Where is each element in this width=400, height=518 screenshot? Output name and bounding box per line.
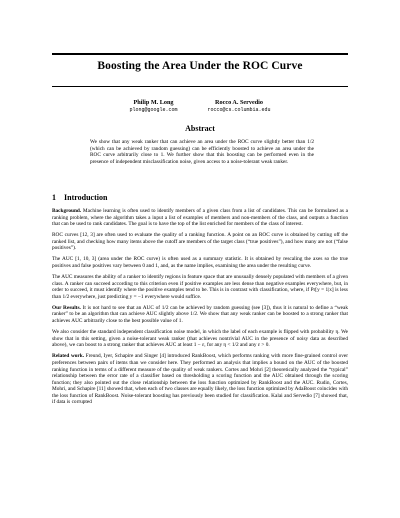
author-1 bbox=[129, 99, 177, 114]
paragraph-auc-definition: The AUC [1, 10, 3] (area under the ROC curve) is often used as a summary statistic. It is obtained by rescaling the axes so the true positives and false positives vary between 0 and 1, and, as the name implies, examining the area under the resulting curve. bbox=[52, 256, 348, 270]
paragraph-text: It is not hard to see that an AUC of 1/2 can be achieved by random guessing (see [3]), thus it is natural to define a “weak ranker” to be an algorithm that can achieve AUC slightly above 1/2. We show that any weak ranker can be boosted to a strong ranker that achieves AUC arbitrarily close to the best possible value of 1. bbox=[52, 304, 349, 325]
abstract-text: We show that any weak ranker that can achieve an area under the ROC curve slightly better than 1/2 (which can be achieved by random guessing) can be efficiently boosted to achieve an area under the ROC curve arbitrarily close to 1. We further show that this boosting can be performed even in the presence of independent misclassification noise, given access to a noise-tolerant weak ranker. bbox=[90, 139, 314, 166]
author-email: plong@google.com bbox=[129, 107, 178, 113]
run-in-heading: Related work. bbox=[52, 353, 85, 360]
paragraph-roc-curves: ROC curves [12, 3] are often used to evaluate the quality of a ranking function. A point on an ROC curve is obtained by cutting off the ranked list, and checking how many items above the cutoff are members of the target class (“true positives”), and how many are not (“false positives”). bbox=[52, 232, 348, 252]
author-email: rocco@cs.columbia.edu bbox=[207, 107, 271, 113]
paragraph-background bbox=[52, 208, 348, 228]
paragraph-text: Freund, Iyer, Schapire and Singer [4] introduced RankBoost, which performs ranking with more fine-grained control over preferences between pairs of items than we consider here. They performed an analysis that implies a bound on the AUC of the boosted ranking function in terms of a different measure of the quality of weak rankers. Cortes and Mohri [2] theoretically analyzed the “typical” relationship between the error rate of a classifier based on thresholding a scoring function and the AUC obtained through the scoring function; they also pointed out the close relationship between the loss function optimized by RankBoost and the AUC. Rudin, Cortes, Mohri, and Schapire [11] showed that, when each of two classes are equally likely, the loss function optimized by AdaBoost coincides with the loss function of RankBoost. Noise-tolerant boosting has previously been studied for classification. Kalai and Servedio [7] showed that, if data is corrupted bbox=[52, 353, 348, 406]
paragraph-related-work bbox=[52, 353, 348, 405]
author-block bbox=[0, 99, 400, 114]
paragraph-text: Machine learning is often used to identify members of a given class from a list of candidates. This can be formulated as a ranking problem, where the algorithm takes a input a list of examples of members and non-members of the class, and outputs a function that can be used to rank candidates. The goal is to have the top of the list enriched for members of the class of interest. bbox=[52, 208, 348, 228]
abstract-heading: Abstract bbox=[185, 124, 215, 133]
author-2 bbox=[208, 99, 271, 114]
author-name: Rocco A. Servedio bbox=[215, 99, 263, 106]
paragraph-noise-model: We also consider the standard independent classification noise model, in which the label of each example is flipped with probability η. We show that in this setting, given a noise-tolerant weak ranker (that achieves nontrivial AUC in the presence of noisy data as described above), we can boost to a strong ranker that achieves AUC at least 1 − ε, for any η < 1/2 and any ε > 0. bbox=[52, 329, 348, 349]
title-rule-top bbox=[52, 53, 348, 55]
section-title: Introduction bbox=[64, 193, 108, 202]
section-number: 1 bbox=[52, 193, 56, 202]
paper-title: Boosting the Area Under the ROC Curve bbox=[97, 60, 303, 72]
section-heading bbox=[52, 193, 107, 202]
paragraph-auc-measures: The AUC measures the ability of a ranker to identify regions in feature space that are unusually densely populated with members of a given class. A ranker can succeed according to this criterion even if positive examples are less dense than negative examples everywhere, but, in order to succeed, it must identify where the positive examples tend to be. This is in contrast with classification, where, if Pr[y = 1|x] is less than 1/2 everywhere, just predicting y = −1 everywhere would suffice. bbox=[52, 274, 348, 300]
paragraph-our-results bbox=[52, 305, 348, 325]
author-name: Philip M. Long bbox=[133, 99, 174, 106]
title-rule-bottom bbox=[52, 86, 348, 87]
introduction-body bbox=[52, 208, 348, 410]
run-in-heading: Background. bbox=[52, 208, 82, 214]
run-in-heading: Our Results. bbox=[52, 304, 81, 311]
